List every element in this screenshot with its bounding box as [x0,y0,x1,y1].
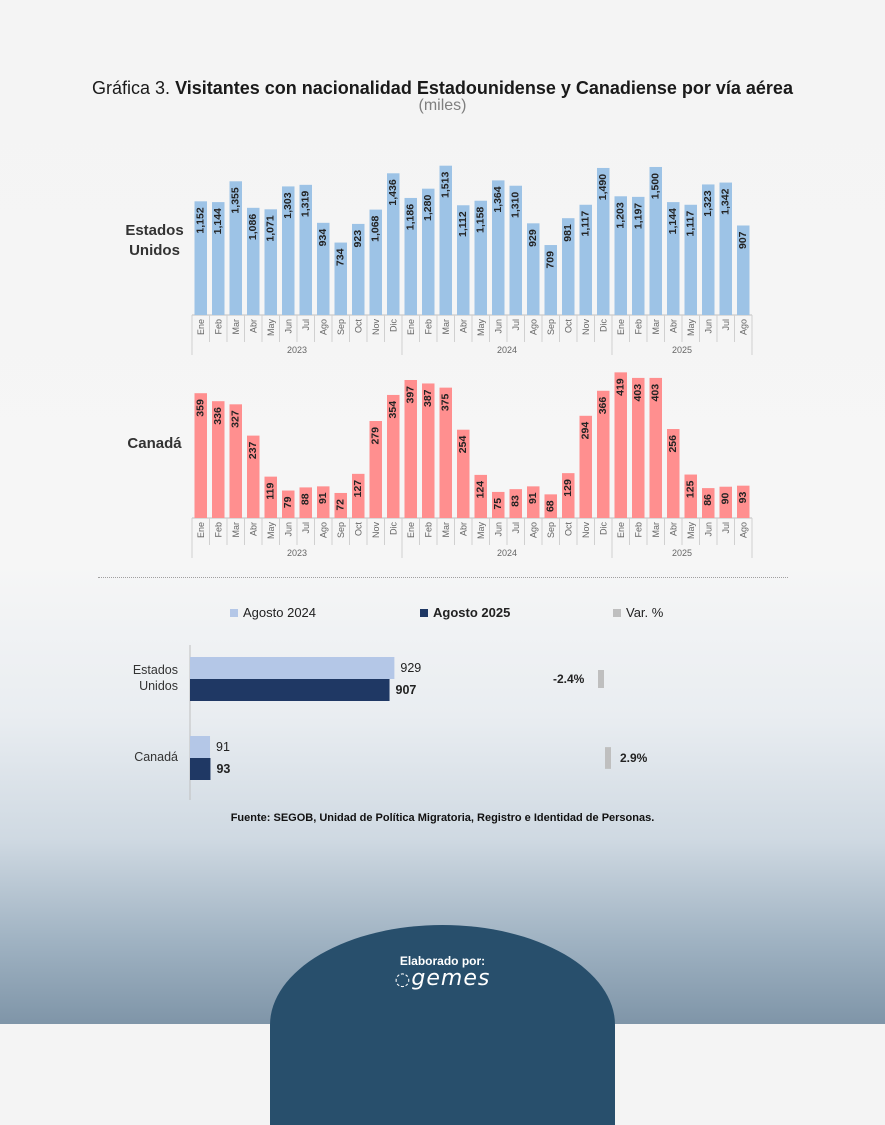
canada-value-label: 91 [317,492,330,505]
canada-value-label: 354 [387,400,400,419]
canada-month-label: May [265,522,276,540]
us-month-label: Jun [493,319,504,334]
canada-month-label: Abr [668,522,679,537]
us-value-label: 1,364 [492,186,505,213]
us-month-label: Abr [248,319,259,334]
us-value-label: 1,186 [404,203,417,231]
canada-month-label: Ago [528,522,539,539]
compare-category-label: Estados [132,663,178,677]
canada-value-label: 68 [544,500,557,513]
compare-var-bar [598,670,604,688]
us-month-label: Ene [195,319,206,336]
us-month-label: Feb [633,319,644,335]
canada-month-label: Ago [318,522,329,539]
canada-value-label: 254 [457,435,470,454]
units-label: (miles) [418,97,467,114]
us-month-label: Nov [580,319,591,336]
us-value-label: 1,323 [702,190,715,217]
us-month-label: Abr [458,319,469,334]
canada-value-label: 127 [352,479,365,498]
canada-value-label: 72 [334,498,347,511]
us-value-label: 1,513 [439,171,452,198]
compare-value-label: 93 [216,762,231,776]
us-value-label: 734 [334,248,347,267]
us-year-label: 2025 [671,345,693,355]
us-value-label: 1,197 [632,202,645,230]
canada-month-label: Ago [738,522,749,539]
canada-value-label: 359 [194,399,207,417]
canada-month-label: May [475,522,486,540]
canada-value-label: 237 [247,441,260,460]
canada-month-label: Ene [195,522,206,539]
row-label-line: Estados [125,222,184,239]
us-month-label: Ago [528,319,539,336]
us-month-label: Mar [440,319,451,335]
us-month-label: Mar [650,319,661,335]
canada-year-label: 2024 [496,548,518,558]
us-value-label: 1,500 [649,172,662,200]
canada-month-label: Jul [720,522,731,534]
canada-value-label: 75 [492,497,505,510]
canada-value-label: 124 [474,480,487,499]
compare-var-bar [605,747,611,769]
canada-value-label: 256 [667,435,680,453]
us-value-label: 1,158 [474,206,487,234]
canada-value-label: 83 [509,495,522,507]
canada-month-label: Nov [580,522,591,539]
row-label-line: Unidos [129,242,180,259]
us-year-label: 2024 [496,345,518,355]
compare-value-label: 907 [395,683,417,697]
canada-month-label: Mar [230,522,241,538]
canada-month-label: Jun [703,522,714,537]
title-prefix: Gráfica 3. [92,78,171,98]
us-value-label: 923 [352,229,365,248]
gemes-logo [0,966,885,991]
compare-bar-ago2025 [190,758,210,780]
canada-value-label: 403 [632,383,645,402]
us-value-label: 1,086 [247,213,260,241]
us-month-label: Nov [370,319,381,336]
us-value-label: 1,355 [229,187,242,214]
compare-bar-ago2024 [190,657,394,679]
canada-month-label: Oct [353,522,364,537]
canada-month-label: Ene [615,522,626,539]
us-value-label: 1,144 [667,208,680,235]
us-month-label: May [265,319,276,337]
us-month-label: Jul [510,319,521,331]
us-value-label: 934 [317,228,330,247]
canada-value-label: 88 [299,493,312,506]
canada-value-label: 79 [282,496,295,509]
canada-month-label: Jun [283,522,294,537]
us-value-label: 1,436 [387,179,400,206]
dotted-circle-logo-icon: ◌ [394,969,412,990]
us-month-label: May [475,319,486,337]
us-value-label: 1,071 [264,215,277,242]
canada-value-label: 129 [562,479,575,497]
us-value-label: 1,280 [422,194,435,221]
canada-value-label: 419 [614,378,627,396]
us-month-label: Abr [668,319,679,334]
us-year-label: 2023 [286,345,308,355]
compare-bar-ago2025 [190,679,390,701]
compare-var-label: 2.9% [620,751,648,765]
canada-year-label: 2025 [671,548,693,558]
canada-value-label: 294 [579,421,592,440]
canada-value-label: 397 [404,385,417,404]
canada-month-label: Dic [598,522,609,535]
canada-value-label: 366 [597,396,610,415]
us-value-label: 1,203 [614,202,627,229]
compare-bar-ago2024 [190,736,210,758]
canada-month-label: Sep [335,522,346,539]
canada-value-label: 93 [737,491,750,504]
canada-value-label: 119 [264,482,277,500]
us-month-label: Jul [720,319,731,331]
canada-month-label: Sep [545,522,556,539]
canada-month-label: May [685,522,696,540]
canada-value-label: 336 [212,407,225,425]
canada-month-label: Jul [300,522,311,534]
us-month-label: Ago [318,319,329,336]
us-month-label: May [685,319,696,337]
canada-value-label: 387 [422,389,435,408]
us-month-label: Feb [423,319,434,335]
us-value-label: 1,112 [457,211,470,237]
us-month-label: Ene [615,319,626,336]
us-value-label: 1,310 [509,191,522,219]
canada-value-label: 403 [649,383,662,402]
canada-month-label: Nov [370,522,381,539]
us-value-label: 907 [737,231,750,250]
us-month-label: Ene [405,319,416,336]
canada-value-label: 327 [229,410,242,428]
canada-year-label: 2023 [286,548,308,558]
us-value-label: 1,117 [684,210,697,237]
us-month-label: Oct [563,319,574,334]
canada-month-label: Dic [388,522,399,535]
canada-month-label: Jun [493,522,504,537]
us-month-label: Jun [283,319,294,334]
us-month-label: Jul [300,319,311,331]
us-month-label: Dic [388,319,399,332]
legend-label-ago2024: Agosto 2024 [243,605,317,620]
us-month-label: Dic [598,319,609,332]
canada-value-label: 125 [684,480,697,499]
canada-value-label: 86 [702,494,715,506]
us-value-label: 1,144 [212,208,225,235]
us-value-label: 929 [527,229,540,247]
us-value-label: 709 [544,251,557,269]
us-value-label: 1,068 [369,215,382,242]
canada-month-label: Oct [563,522,574,537]
us-month-label: Sep [335,319,346,336]
source-note: Fuente: SEGOB, Unidad de Política Migratoria, Registro e Identidad de Personas. [230,812,655,824]
us-month-label: Mar [230,319,241,335]
compare-category-label: Canadá [134,750,178,764]
compare-value-label: 91 [216,740,230,754]
canada-month-label: Mar [440,522,451,538]
canada-month-label: Ene [405,522,416,539]
us-value-label: 1,117 [579,210,592,237]
title-main: Visitantes con nacionalidad Estadounidense y Canadiense por vía aérea [175,78,793,98]
us-month-label: Sep [545,319,556,336]
compare-var-label: -2.4% [553,672,585,686]
us-month-label: Feb [213,319,224,335]
canada-month-label: Feb [423,522,434,538]
canada-month-label: Feb [213,522,224,538]
canada-month-label: Jul [510,522,521,534]
us-value-label: 1,152 [194,207,207,234]
canada-month-label: Abr [458,522,469,537]
canada-value-label: 279 [369,427,382,445]
us-month-label: Ago [738,319,749,336]
row-label-line: Canadá [127,435,182,452]
us-month-label: Oct [353,319,364,334]
canada-value-label: 90 [719,492,732,505]
canada-value-label: 375 [439,393,452,412]
us-value-label: 1,303 [282,192,295,219]
canada-month-label: Feb [633,522,644,538]
us-value-label: 981 [562,224,575,242]
us-value-label: 1,342 [719,188,732,215]
us-value-label: 1,319 [299,190,312,218]
legend-label-ago2025: Agosto 2025 [433,605,511,620]
legend-label-var: Var. % [626,605,664,620]
canada-value-label: 91 [527,492,540,505]
canada-month-label: Mar [650,522,661,538]
compare-category-label: Unidos [139,679,178,693]
us-value-label: 1,490 [597,173,610,201]
us-month-label: Jun [703,319,714,334]
footer-label: Elaborado por: [399,954,486,968]
logo-text: gemes [411,966,491,991]
canada-month-label: Abr [248,522,259,537]
compare-value-label: 929 [400,661,422,675]
